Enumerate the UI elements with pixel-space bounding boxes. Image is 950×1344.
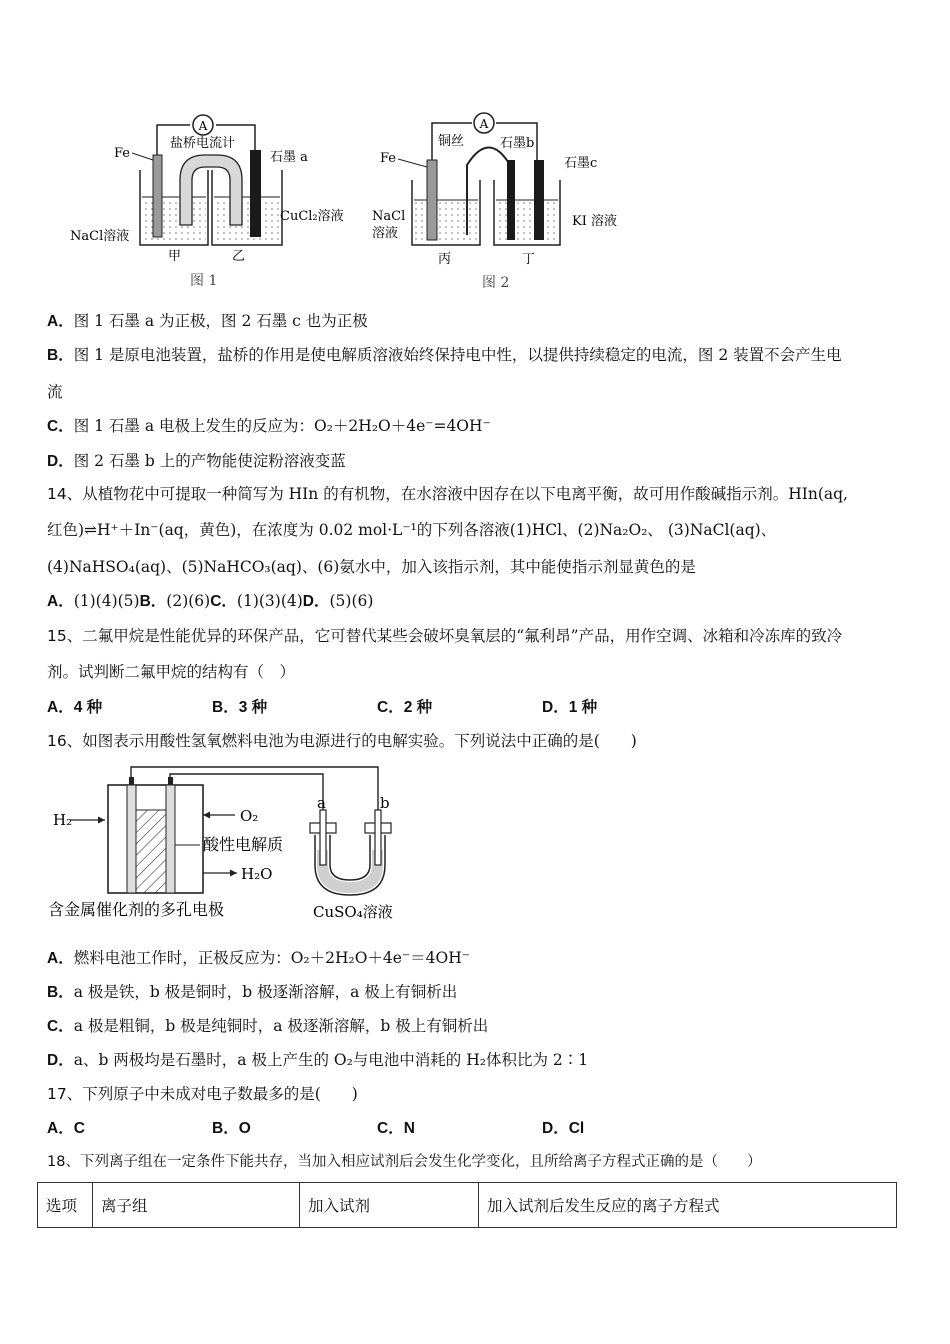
q14-stem-1: 14、从植物花中可提取一种简写为 HIn 的有机物，在水溶液中因存在以下电离平衡，故可用作酸碱指示剂。HIn(aq,	[47, 485, 848, 503]
q13-option-b-cont: 流	[47, 383, 63, 401]
q16-stem: 16、如图表示用酸性氢氧燃料电池为电源进行的电解实验。下列说法中正确的是( )	[47, 732, 637, 750]
q13-option-b: B．图 1 是原电池装置，盐桥的作用是使电解质溶液始终保持电中性，以提供持续稳定的电流，图 2 装置不会产生电	[47, 346, 842, 364]
q17-options: A．C B．O C．N D．Cl	[47, 1120, 585, 1137]
ki-label: KI 溶液	[572, 214, 617, 229]
q17-stem: 17、下列原子中未成对电子数最多的是( )	[47, 1085, 358, 1103]
h2o-label: H₂O	[241, 865, 273, 883]
fe-label: Fe	[114, 146, 131, 161]
figure-1-salt-bridge-cell	[60, 105, 360, 290]
graphite-c-label: 石墨c	[564, 156, 598, 171]
electrolyte-label: 酸性电解质	[203, 835, 284, 854]
cuso4-label: CuSO₄溶液	[313, 903, 393, 921]
copper-wire-label: 铜丝	[438, 134, 465, 149]
fe-label-2: Fe	[380, 151, 397, 166]
table-header-cell: 加入试剂后发生反应的离子方程式	[479, 1183, 897, 1228]
q14-options: A．(1)(4)(5)B．(2)(6)C．(1)(3)(4)D．(5)(6)	[47, 592, 374, 610]
graphite-a-label: 石墨 a	[270, 150, 308, 165]
q15-stem-2: 剂。试判断二氟甲烷的结构有（ ）	[47, 663, 296, 681]
q16-option-c: C．a 极是粗铜，b 极是纯铜时，a 极逐渐溶解，b 极上有铜析出	[47, 1017, 489, 1035]
q15-options: A．4 种 B．3 种 C．2 种 D．1 种	[47, 699, 598, 716]
figure-2-caption: 图 2	[482, 275, 510, 290]
q16-option-b: B．a 极是铁，b 极是铜时，b 极逐渐溶解，a 极上有铜析出	[47, 983, 458, 1001]
figure-1-caption: 图 1	[190, 273, 218, 289]
q13-option-c: C．图 1 石墨 a 电极上发生的反应为：O₂＋2H₂O＋4e⁻=4OH⁻	[47, 417, 491, 435]
beaker-bing-label: 丙	[438, 252, 452, 267]
ammeter-label: A	[198, 119, 208, 133]
beaker-yi-label: 乙	[232, 249, 246, 264]
h2-label: H₂	[53, 811, 73, 829]
q13-option-a: A．图 1 石墨 a 为正极，图 2 石墨 c 也为正极	[47, 312, 368, 330]
o2-label: O₂	[240, 807, 259, 825]
q13-option-d: D．图 2 石墨 b 上的产物能使淀粉溶液变蓝	[47, 452, 346, 470]
q18-table	[37, 1182, 897, 1228]
q14-stem-3: (4)NaHSO₄(aq)、(5)NaHCO₃(aq)、(6)氨水中，加入该指示剂，其中能使指示剂显黄色的是	[47, 558, 696, 576]
q16-option-d: D．a、b 两极均是石墨时，a 极上产生的 O₂与电池中消耗的 H₂体积比为 2∶1	[47, 1051, 589, 1069]
bridge-label: 盐桥电流计	[170, 136, 236, 151]
q16-option-a: A．燃料电池工作时，正极反应为：O₂＋2H₂O＋4e⁻＝4OH⁻	[47, 949, 470, 967]
table-header-cell: 离子组	[93, 1183, 300, 1228]
table-header-cell: 选项	[38, 1183, 93, 1228]
beaker-jia-label: 甲	[168, 249, 182, 264]
figure-3-fuel-cell-electrolysis	[45, 765, 465, 930]
table-header-row	[38, 1183, 897, 1228]
graphite-b-label: 石墨b	[500, 136, 535, 151]
cucl2-label: CuCl₂溶液	[280, 209, 344, 224]
q14-stem-2: 红色)⇌H⁺＋In⁻(aq，黄色)，在浓度为 0.02 mol·L⁻¹的下列各溶液(1)HCl、(2)Na₂O₂、 (3)NaCl(aq)、	[47, 521, 777, 539]
q18-stem: 18、下列离子组在一定条件下能共存，当加入相应试剂后会发生化学变化，且所给离子方程式正确的是（ ）	[47, 1154, 762, 1170]
nacl-label-2b: 溶液	[372, 226, 399, 241]
ammeter-label-2: A	[479, 117, 489, 131]
nacl-label: NaCl溶液	[70, 229, 130, 244]
nacl-label-2a: NaCl	[372, 209, 406, 224]
q15-stem-1: 15、二氟甲烷是性能优异的环保产品，它可替代某些会破坏臭氧层的“氟利昂”产品，用作空调、冰箱和冷冻库的致冷	[47, 627, 843, 645]
electrode-label: 含金属催化剂的多孔电极	[48, 900, 225, 919]
electrode-a-label: a	[317, 794, 326, 812]
table-header-cell: 加入试剂	[300, 1183, 479, 1228]
beaker-ding-label: 丁	[522, 252, 536, 267]
figure-2-galvanic-cell	[372, 105, 642, 290]
electrode-b-label: b	[380, 794, 390, 812]
